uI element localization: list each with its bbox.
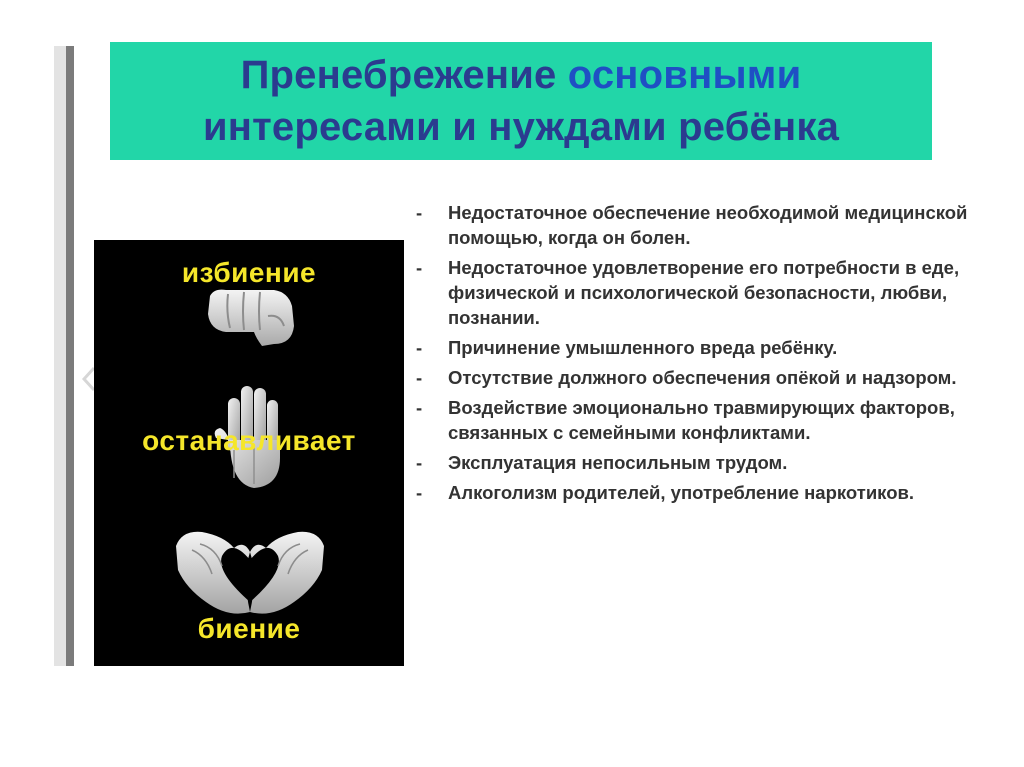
bullet-dash: - [416,482,423,503]
bullet-text: Алкоголизм родителей, употребление наркотиков. [448,482,915,503]
title-text-part: Пренебрежение [240,53,568,97]
page-title-line-2: интересами и нуждами ребёнка [202,105,840,149]
list-item [414,335,974,360]
fist-icon [204,286,296,348]
bullet-dash: - [416,452,423,473]
poster-word-top: избиение [181,257,317,288]
list-item [414,365,974,390]
page-title-line-1 [110,52,932,98]
list-item [414,255,974,330]
list-item [414,450,974,475]
list-item [414,200,974,250]
poster-word-middle: останавливает [142,425,356,456]
bullet-dash: - [416,202,423,223]
bullet-dash: - [416,337,423,358]
slide-scroll-bar[interactable] [66,46,74,666]
heart-hands-icon [172,526,328,622]
bullet-text: Воздействие эмоционально травмирующих факторов, связанных с семейными конфликтами. [448,397,955,443]
title-banner [110,42,932,160]
list-item [414,480,974,505]
bullet-dash: - [416,397,423,418]
list-item [414,395,974,445]
bullet-dash: - [416,257,423,278]
bullet-list [414,200,974,510]
bullet-text: Отсутствие должного обеспечения опёкой и надзором. [448,367,957,388]
bullet-text: Недостаточное удовлетворение его потребности в еде, физической и психологической безопасности, любви, познании. [448,257,960,328]
bullet-text: Причинение умышленного вреда ребёнку. [448,337,838,358]
bullet-dash: - [416,367,423,388]
bullet-text: Эксплуатация непосильным трудом. [448,452,788,473]
poster-word-bottom: биение [197,613,301,644]
title-accent-text: основными [567,53,802,97]
bullet-text: Недостаточное обеспечение необходимой медицинской помощью, когда он болен. [448,202,968,248]
poster-image [94,240,404,666]
